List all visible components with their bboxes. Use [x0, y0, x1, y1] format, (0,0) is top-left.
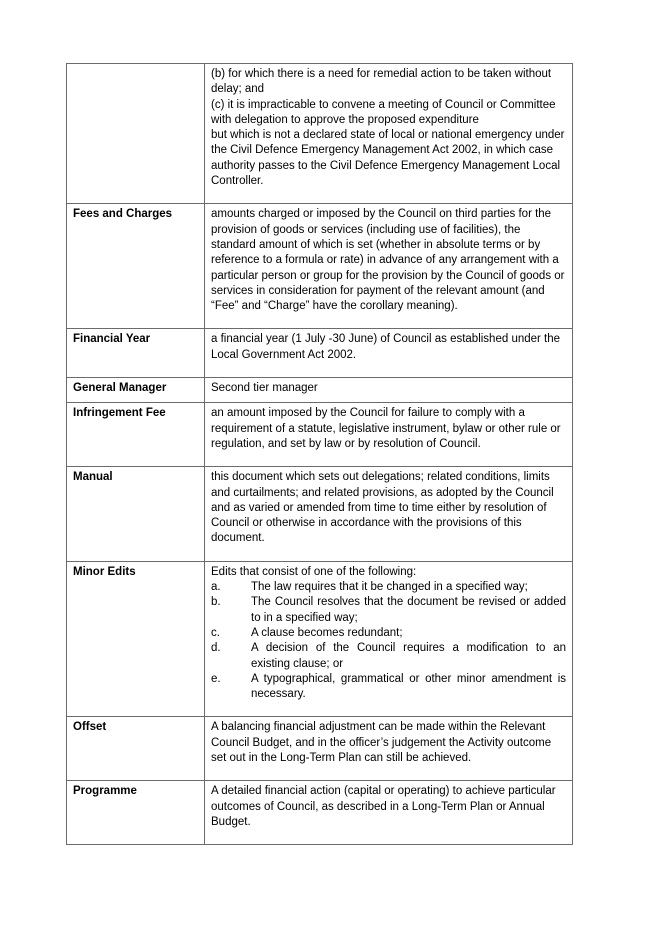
- list-letter: b.: [211, 596, 221, 609]
- table-row: [67, 781, 573, 845]
- term-cell: Programme: [67, 781, 205, 845]
- definition-text: this document which sets out delegations; related conditions, limits and curtailments; and related provisions, as adopted by the Council and as varied or amended from time to time either by resolution of Council or otherwise in accordance with the provisions of this document.: [211, 471, 554, 545]
- term-cell: General Manager: [67, 378, 205, 403]
- list-item: [211, 641, 566, 672]
- definition-cell: [205, 64, 573, 204]
- definition-text: A balancing financial adjustment can be made within the Relevant Council Budget, and in the officer’s judgement the Activity outcome set out in the Long-Term Plan can still be achieved.: [211, 721, 552, 764]
- list-text: A decision of the Council requires a modification to an existing clause; or: [251, 642, 566, 670]
- term-cell: Minor Edits: [67, 561, 205, 717]
- term-cell: Offset: [67, 717, 205, 781]
- table-row: [67, 467, 573, 561]
- list-letter: d.: [211, 642, 221, 655]
- definition-text: an amount imposed by the Council for failure to comply with a requirement of a statute, legislative instrument, bylaw or other rule or regulation, and set by law or by resolution of Council.: [211, 407, 561, 450]
- table-row: [67, 378, 573, 403]
- list-item: [211, 595, 566, 626]
- list-letter: e.: [211, 672, 221, 685]
- list-text: A clause becomes redundant;: [251, 626, 403, 639]
- list-item: [211, 580, 566, 595]
- definition-text: but which is not a declared state of local or national emergency under the Civil Defence Emergency Management Act 2002, in which case authority passes to the Civil Defence Emergency Management Local Controller.: [211, 129, 565, 188]
- definition-text: amounts charged or imposed by the Council on third parties for the provision of goods or services (including use of facilities), the standard amount of which is set (whether in absolute terms or by reference to a formula or rate) in advance of any arrangement with a particular person or group for the provision by the Council of goods or services in consideration for payment of the relevant amount (and “Fee” and “Charge” have the corollary meaning).: [211, 208, 565, 313]
- list-text: The law requires that it be changed in a specified way;: [251, 581, 528, 594]
- term-cell: Fees and Charges: [67, 204, 205, 329]
- term-cell: Infringement Fee: [67, 403, 205, 467]
- definition-text: A detailed financial action (capital or operating) to achieve particular outcomes of Council, as described in a Long-Term Plan or Annual Budget.: [211, 785, 556, 828]
- definition-cell: [205, 781, 573, 845]
- definition-text: Second tier manager: [211, 382, 318, 395]
- table-row: [67, 561, 573, 717]
- definition-text: (b) for which there is a need for remedial action to be taken without delay; and: [211, 68, 552, 96]
- definitions-table: [66, 63, 573, 845]
- list-item: [211, 626, 566, 641]
- table-row: [67, 329, 573, 378]
- table-row: [67, 403, 573, 467]
- definition-text: (c) it is impracticable to convene a meeting of Council or Committee with delegation to approve the proposed expenditure: [211, 98, 556, 126]
- definition-cell: [205, 204, 573, 329]
- table-row: [67, 717, 573, 781]
- table-row: [67, 204, 573, 329]
- definition-cell: [205, 717, 573, 781]
- definition-cell: [205, 561, 573, 717]
- list-text: The Council resolves that the document be revised or added to in a specified way;: [251, 596, 566, 624]
- definition-cell: [205, 329, 573, 378]
- term-cell: Financial Year: [67, 329, 205, 378]
- list-text: A typographical, grammatical or other minor amendment is necessary.: [251, 672, 566, 701]
- definition-text: a financial year (1 July -30 June) of Council as established under the Local Government Act 2002.: [211, 333, 561, 361]
- definition-cell: [205, 467, 573, 561]
- term-cell: [67, 64, 205, 204]
- term-cell: Manual: [67, 467, 205, 561]
- list-letter: a.: [211, 581, 221, 594]
- table-row: [67, 64, 573, 204]
- definition-cell: [205, 378, 573, 403]
- list-item: [211, 672, 566, 703]
- definition-intro: Edits that consist of one of the following:: [211, 565, 417, 578]
- list-letter: c.: [211, 626, 220, 639]
- definition-cell: [205, 403, 573, 467]
